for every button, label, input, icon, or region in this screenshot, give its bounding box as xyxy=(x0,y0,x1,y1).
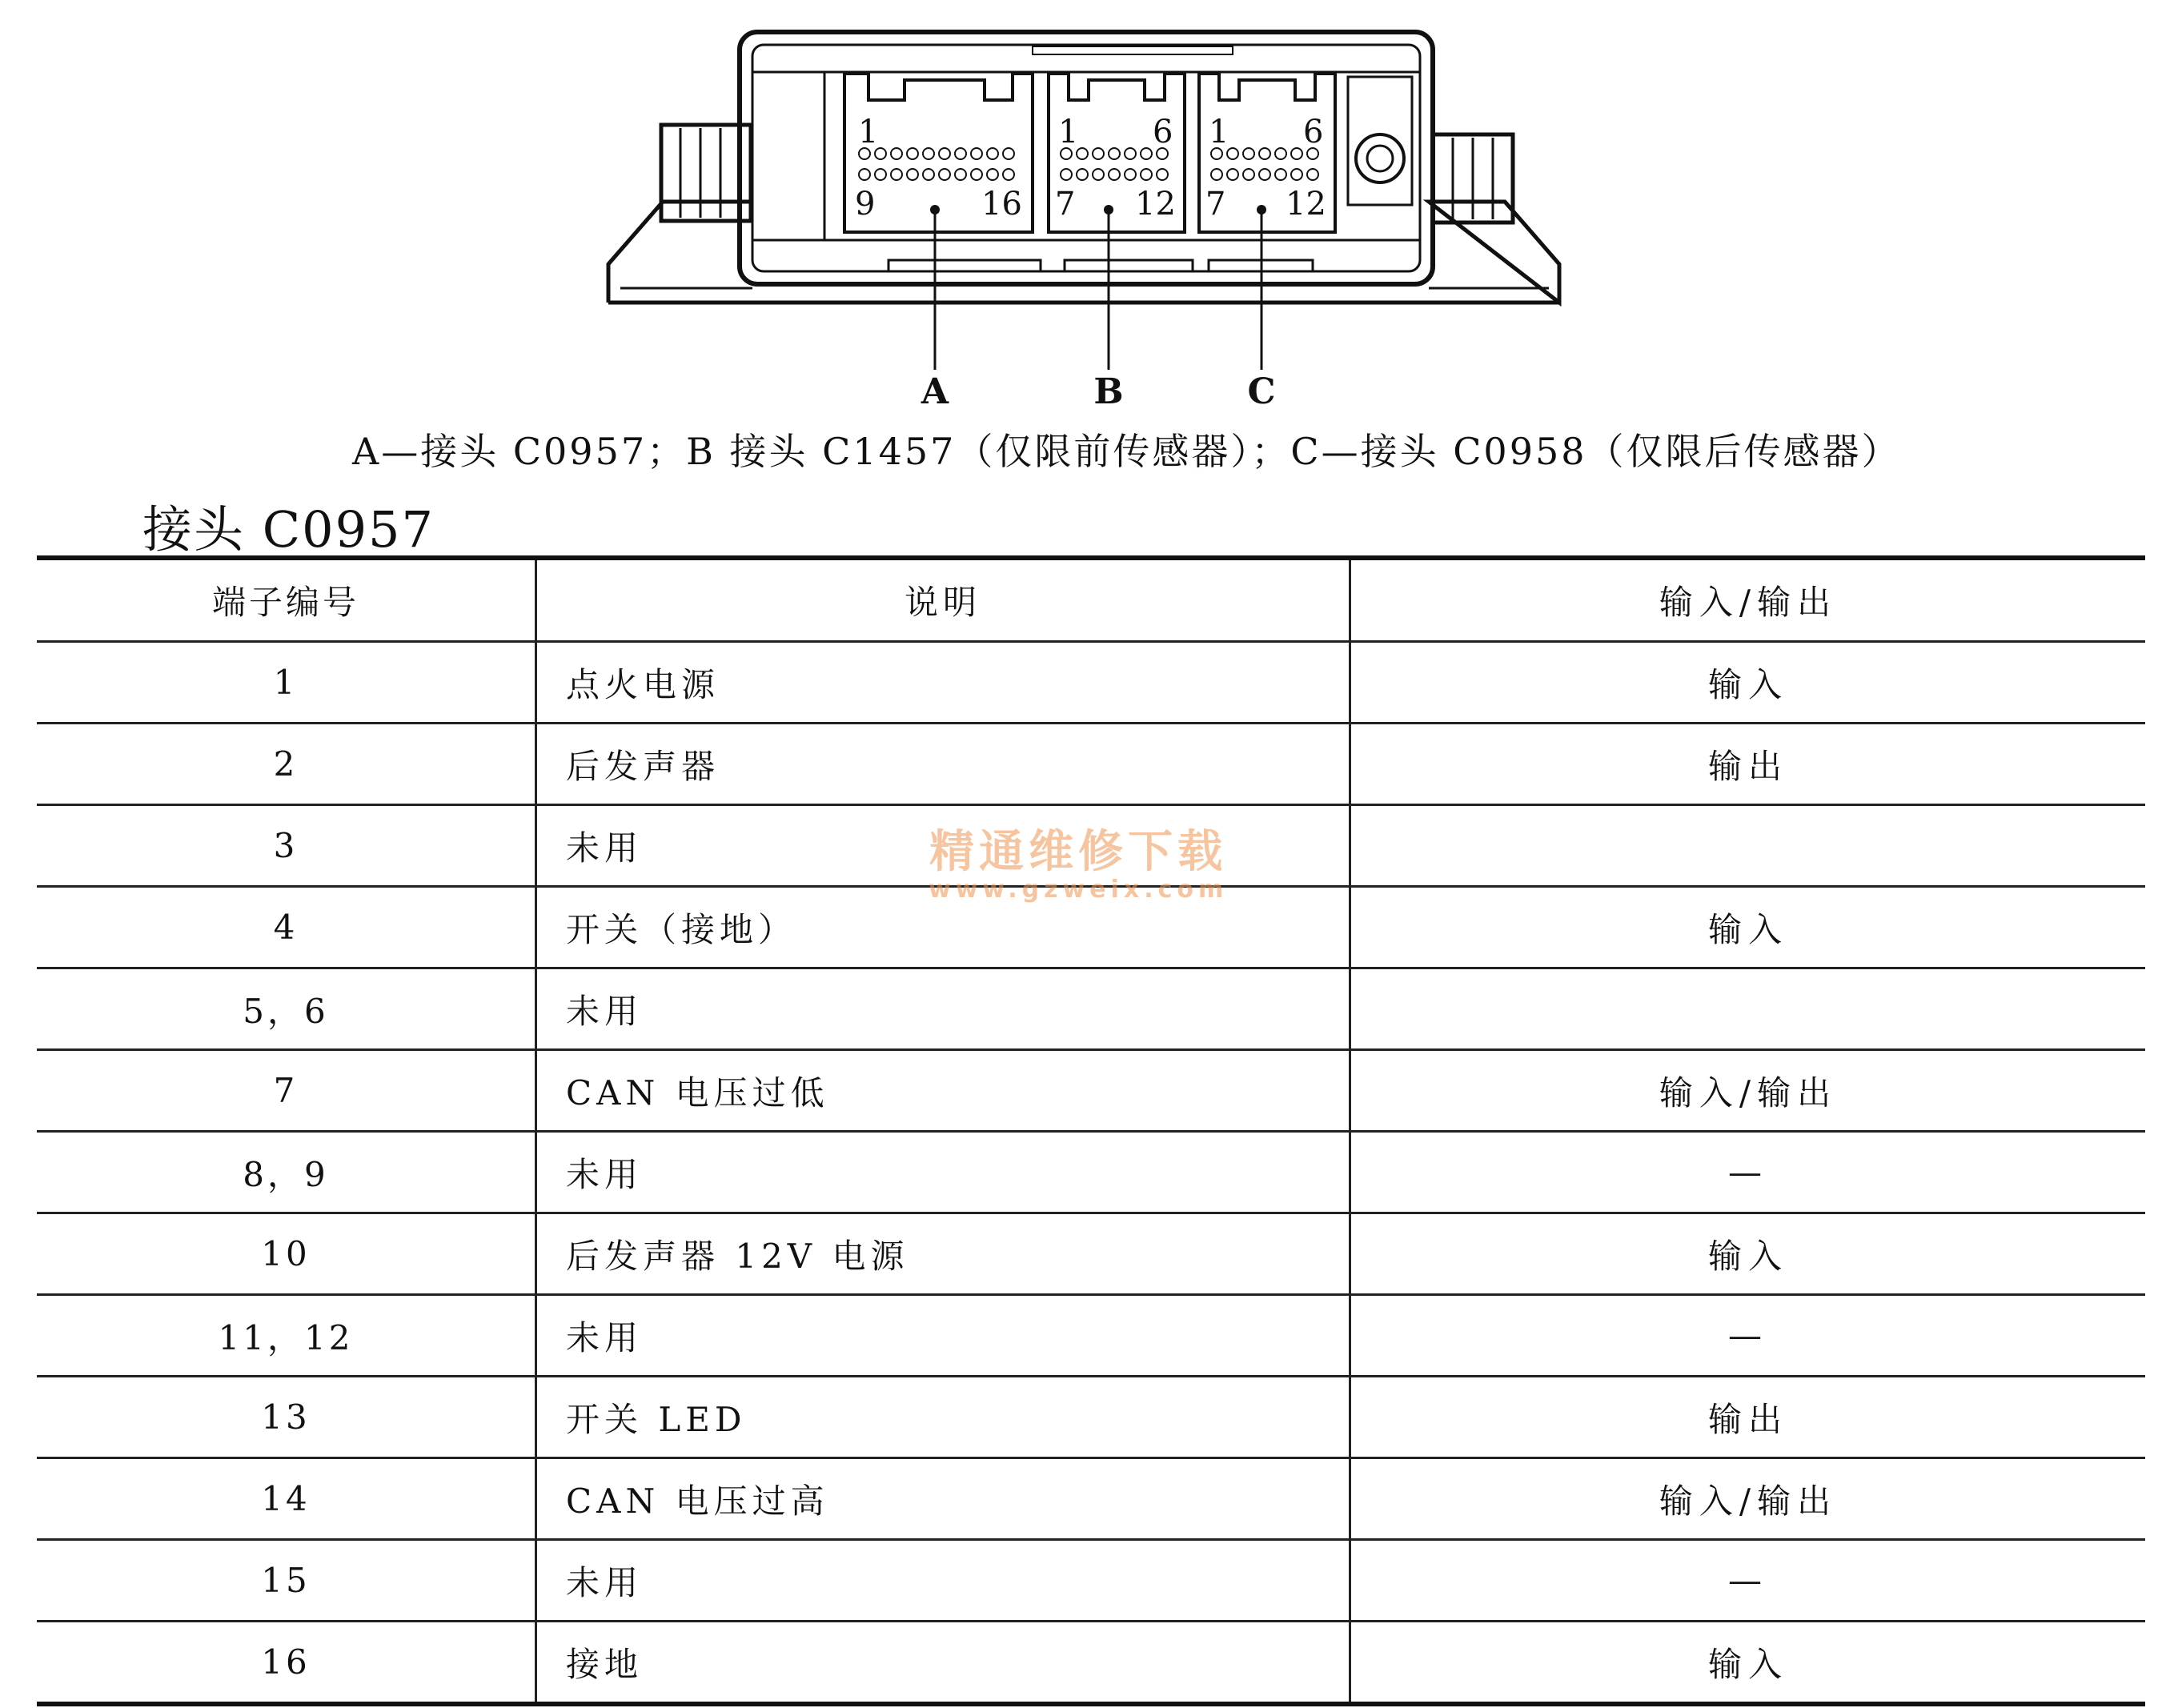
watermark-text: 精通维修下载 xyxy=(929,826,1228,878)
table-row xyxy=(37,968,2145,1050)
cell-pin: 2 xyxy=(37,724,536,805)
cell-pin: 16 xyxy=(37,1622,536,1705)
cell-pin: 14 xyxy=(37,1458,536,1540)
cell-io: 输入/输出 xyxy=(1350,1050,2146,1132)
header-pin: 端子编号 xyxy=(37,558,536,642)
conn-a-pin-first: 1 xyxy=(858,114,879,150)
figure-caption: A—接头 C0957；B 接头 C1457（仅限前传感器）；C—接头 C0958（仅限后传感器） xyxy=(352,430,1901,473)
table-row xyxy=(37,642,2145,724)
cell-desc: 后发声器 xyxy=(536,724,1350,805)
conn-a-pin-last: 16 xyxy=(981,186,1022,223)
cell-pin: 3 xyxy=(37,805,536,887)
cell-desc: 未用 xyxy=(536,1540,1350,1622)
cell-pin: 1 xyxy=(37,642,536,724)
pin-table xyxy=(37,555,2145,1706)
cell-io xyxy=(1350,805,2146,887)
conn-b-pin-last: 12 xyxy=(1135,186,1176,223)
cell-pin: 13 xyxy=(37,1377,536,1458)
cell-io: 输入 xyxy=(1350,887,2146,968)
connector-a-pins xyxy=(859,148,1014,180)
section-title: 接头 C0957 xyxy=(142,500,435,559)
cell-pin: 11，12 xyxy=(37,1295,536,1377)
cell-io xyxy=(1350,968,2146,1050)
cell-io: — xyxy=(1350,1295,2146,1377)
cell-io: — xyxy=(1350,1132,2146,1213)
table-row xyxy=(37,1132,2145,1213)
table-row xyxy=(37,1295,2145,1377)
conn-c-pin-row2-first: 7 xyxy=(1205,186,1226,223)
cell-desc: 接地 xyxy=(536,1622,1350,1705)
conn-b-pin-first: 1 xyxy=(1058,114,1079,150)
table-row xyxy=(37,887,2145,968)
callout-b: B xyxy=(1093,371,1124,412)
table-row xyxy=(37,805,2145,887)
connector-module-diagram xyxy=(0,0,2162,416)
table-row xyxy=(37,1050,2145,1132)
header-desc: 说明 xyxy=(536,558,1350,642)
cell-io: — xyxy=(1350,1540,2146,1622)
table-row xyxy=(37,1458,2145,1540)
cell-io: 输入 xyxy=(1350,1213,2146,1295)
table-row xyxy=(37,1622,2145,1705)
table-row xyxy=(37,1213,2145,1295)
cell-desc: CAN 电压过低 xyxy=(536,1050,1350,1132)
cell-pin: 10 xyxy=(37,1213,536,1295)
conn-c-pin-first: 1 xyxy=(1209,114,1229,150)
cell-io: 输入 xyxy=(1350,1622,2146,1705)
cell-desc: 后发声器 12V 电源 xyxy=(536,1213,1350,1295)
table-row xyxy=(37,724,2145,805)
watermark-url: www.gzweix.com xyxy=(929,876,1229,904)
connector-c-pins xyxy=(1211,148,1318,180)
conn-b-pin-row2-first: 7 xyxy=(1055,186,1076,223)
cell-desc: 点火电源 xyxy=(536,642,1350,724)
table-header-row xyxy=(37,558,2145,642)
cell-desc: 开关 LED xyxy=(536,1377,1350,1458)
connector-b-pins xyxy=(1061,148,1168,180)
cell-desc: 未用 xyxy=(536,1295,1350,1377)
callout-c: C xyxy=(1247,371,1276,412)
callout-a: A xyxy=(921,371,949,412)
cell-pin: 15 xyxy=(37,1540,536,1622)
cell-desc: CAN 电压过高 xyxy=(536,1458,1350,1540)
cell-io: 输出 xyxy=(1350,1377,2146,1458)
conn-b-pin-row1-last: 6 xyxy=(1153,114,1173,150)
cell-io: 输入 xyxy=(1350,642,2146,724)
cell-desc: 未用 xyxy=(536,1132,1350,1213)
header-io: 输入/输出 xyxy=(1350,558,2146,642)
conn-c-pin-last: 12 xyxy=(1286,186,1326,223)
cell-pin: 5，6 xyxy=(37,968,536,1050)
conn-c-pin-row1-last: 6 xyxy=(1303,114,1324,150)
cell-io: 输入/输出 xyxy=(1350,1458,2146,1540)
cell-desc: 未用 xyxy=(536,968,1350,1050)
cell-desc: 未用 xyxy=(536,805,1350,887)
table-row xyxy=(37,1540,2145,1622)
cell-pin: 7 xyxy=(37,1050,536,1132)
cell-pin: 8，9 xyxy=(37,1132,536,1213)
cell-desc: 开关（接地） xyxy=(536,887,1350,968)
cell-pin: 4 xyxy=(37,887,536,968)
conn-a-pin-row2-first: 9 xyxy=(855,186,876,223)
table-row xyxy=(37,1377,2145,1458)
cell-io: 输出 xyxy=(1350,724,2146,805)
